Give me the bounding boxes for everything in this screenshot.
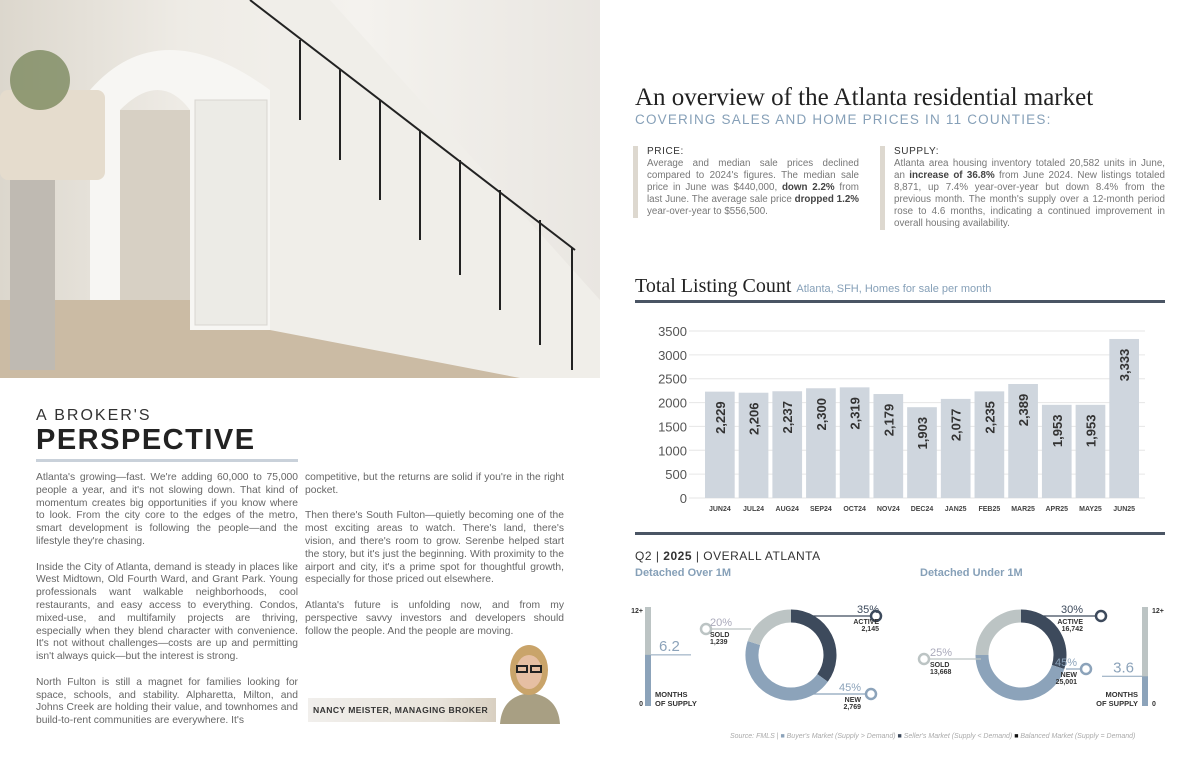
- article-column-2: [305, 472, 564, 651]
- pct-label: 30%: [1060, 604, 1083, 616]
- segment-label: NEW: [844, 697, 861, 704]
- pct-label: 45%: [1054, 657, 1077, 669]
- chart-subtitle: Atlanta, SFH, Homes for sale per month: [796, 283, 992, 295]
- paragraph: Then there's South Fulton—quietly becoming one of the most exciting areas to watch. There's land, there's vision, and there's room to grow. Serenbe helped start the story, but it's just the beginning. With proximity to the airport and city, it's a prime spot for thoughtful growth, especially for those priced out elsewhere.: [305, 510, 564, 586]
- donut-segment-sold: [754, 616, 791, 643]
- seller-swatch: ■: [897, 733, 902, 740]
- x-tick-label: AUG24: [775, 506, 799, 513]
- months-label: OF SUPPLY: [1096, 699, 1138, 708]
- legend-seller: Seller's Market (Supply < Demand): [903, 733, 1013, 740]
- y-tick-label: 2500: [658, 371, 687, 387]
- segment-label: ACTIVE: [1057, 619, 1083, 626]
- overview-subtitle: COVERING SALES AND HOME PRICES IN 11 COUNTIES:: [635, 112, 1052, 127]
- price-label: PRICE:: [647, 146, 684, 157]
- left-panel-title: Detached Over 1M: [635, 567, 731, 579]
- segment-label: ACTIVE: [853, 619, 879, 626]
- bar-value-label: 2,179: [881, 403, 897, 437]
- source-text: Source: FMLS |: [730, 733, 781, 740]
- broker-signature: NANCY MEISTER, MANAGING BROKER: [308, 698, 498, 722]
- paragraph: competitive, but the returns are solid if you're in the right pocket.: [305, 472, 564, 496]
- price-summary: [633, 146, 859, 218]
- donut-segment-active: [791, 616, 830, 678]
- highlight: down 2.2%: [781, 182, 835, 193]
- y-tick-label: 3500: [658, 324, 687, 339]
- bar-value-label: 2,319: [847, 397, 863, 430]
- scale-top: 12+: [631, 608, 643, 615]
- chart-top-rule: [635, 300, 1165, 303]
- legend-balanced: Balanced Market (Supply = Demand): [1020, 733, 1136, 740]
- segment-count: 25,001: [1055, 679, 1077, 686]
- months-label: MONTHS: [655, 690, 688, 699]
- segment-label: SOLD: [710, 632, 730, 639]
- source-legend: [730, 733, 1135, 740]
- year: 2025: [663, 549, 692, 563]
- quarter: Q2 |: [635, 549, 664, 563]
- segment-label: NEW: [1060, 672, 1077, 679]
- paragraph: North Fulton is still a magnet for families looking for space, schools, and stability. Alpharetta, Milton, and Johns Creek are holding their value, and townhomes and build-to-rent communities are everywhere. It's: [36, 676, 298, 727]
- bar-value-label: 2,229: [712, 401, 728, 434]
- marker-ring-icon: [919, 654, 929, 664]
- marker-ring-icon: [1081, 664, 1091, 674]
- article-column-1: [36, 472, 298, 741]
- bar-value-label: 2,300: [813, 397, 829, 431]
- bar-value-label: 1,953: [1083, 414, 1099, 448]
- bar-value-label: 2,237: [780, 400, 796, 434]
- y-tick-label: 3000: [658, 347, 687, 363]
- segment-label: SOLD: [930, 662, 950, 669]
- interior-illustration: [0, 0, 600, 378]
- marker-ring-icon: [866, 689, 876, 699]
- broker-portrait: [496, 638, 564, 724]
- y-tick-label: 0: [679, 491, 687, 506]
- bar-value-label: 2,389: [1016, 393, 1032, 427]
- segment-count: 1,239: [710, 639, 728, 646]
- pct-label: 20%: [710, 617, 733, 629]
- x-tick-label: FEB25: [978, 506, 1001, 513]
- chart-title: [635, 275, 991, 298]
- y-tick-label: 2000: [658, 395, 687, 411]
- paragraph: Atlanta's future is unfolding now, and from my perspective savvy investors and developers should follow the people. And the people are moving.: [305, 599, 564, 637]
- scale-bottom: 0: [639, 701, 643, 708]
- balanced-swatch: ■: [1014, 733, 1019, 740]
- x-tick-label: DEC24: [910, 506, 934, 513]
- paragraph: Atlanta's growing—fast. We're adding 60,000 to 75,000 people a year, and it's not slowing down. That kind of momentum creates big opportunities if you know where to look. From the city core to the edges of the metro, smart development is following the people—and the lifestyle they're chasing.: [36, 472, 298, 547]
- y-tick-label: 1000: [658, 443, 687, 459]
- broker-heading-small: A BROKER'S: [36, 407, 152, 424]
- segment-count: 16,742: [1061, 626, 1083, 633]
- bar-value-label: 2,206: [746, 402, 762, 436]
- donut-segment-new: [752, 643, 823, 694]
- supply-summary: [880, 146, 1165, 230]
- x-tick-label: APR25: [1045, 506, 1069, 513]
- x-tick-label: JUL24: [743, 506, 765, 513]
- listing-count-chart: [635, 310, 1165, 520]
- buyer-swatch: ■: [780, 733, 785, 740]
- text: year-over-year to $556,500.: [647, 206, 768, 217]
- staircase-photo: [0, 0, 600, 378]
- text: Atlanta area housing inventory totaled 20,582 units in June, an: [894, 158, 1165, 181]
- supply-donuts: [630, 595, 1170, 720]
- supply-label: SUPPLY:: [894, 146, 940, 157]
- text: from June 2024. New listings totaled 8,871, up 7.4% year-over-year but down 8.4% from the previous month. The month's supply over a 12-month period rose to 4.6 months, indicating a continued improvement in overall housing availability.: [894, 170, 1165, 229]
- text: Average and median sale prices declined compared to 2024's figures. The median sale price in June was $440,000,: [647, 158, 859, 193]
- supply-fill: [1142, 676, 1148, 706]
- heading-rule: [36, 459, 298, 462]
- x-tick-label: MAY25: [1079, 506, 1102, 513]
- q2-heading: [635, 549, 821, 563]
- chart-bottom-rule: [635, 532, 1165, 535]
- highlight: increase of 36.8%: [909, 170, 995, 181]
- x-tick-label: NOV24: [876, 506, 900, 513]
- legend-buyer: Buyer's Market (Supply > Demand): [786, 733, 896, 740]
- broker-heading-large: PERSPECTIVE: [36, 424, 256, 456]
- x-tick-label: SEP24: [810, 506, 832, 513]
- right-panel-title: Detached Under 1M: [920, 567, 1023, 579]
- donut-segment-new: [982, 655, 1058, 694]
- paragraph: Inside the City of Atlanta, demand is steady in places like West Midtown, Old Fourth Ward, and Grant Park. Young professionals want walkable neighborhoods, cool restaurants, and easy access to everything. Condos, mixed-use, and multifamily projects are thriving, especially when they blend character with convenience. It's not without challenges—costs are up and permitting isn't always quick—but the interest is strong.: [36, 561, 298, 663]
- overview-title: An overview of the Atlanta residential market: [635, 84, 1094, 111]
- x-tick-label: JUN24: [708, 506, 731, 513]
- months-label: OF SUPPLY: [655, 699, 697, 708]
- segment-count: 13,668: [930, 669, 952, 676]
- bar-value-label: 3,333: [1117, 348, 1133, 382]
- bar-value-label: 2,077: [948, 408, 964, 442]
- text: from last June. The average sale price: [647, 182, 859, 205]
- months-label: MONTHS: [1105, 690, 1138, 699]
- pct-label: 25%: [930, 647, 953, 659]
- segment-count: 2,145: [861, 626, 879, 633]
- x-tick-label: JUN25: [1113, 506, 1136, 513]
- y-tick-label: 500: [665, 467, 687, 483]
- segment-count: 2,769: [843, 704, 861, 711]
- x-tick-label: OCT24: [843, 506, 866, 513]
- y-tick-label: 1500: [658, 419, 687, 435]
- months-value: 3.6: [1113, 659, 1134, 677]
- bar-value-label: 2,235: [982, 401, 998, 434]
- months-value: 6.2: [659, 637, 680, 655]
- scale-top: 12+: [1152, 608, 1164, 615]
- pct-label: 45%: [838, 682, 861, 694]
- donut-segment-sold: [982, 616, 1021, 655]
- pct-label: 35%: [856, 604, 879, 616]
- region: | OVERALL ATLANTA: [692, 549, 821, 563]
- bar-value-label: 1,903: [915, 416, 930, 450]
- supply-fill: [645, 655, 651, 706]
- chart-title-text: Total Listing Count: [635, 275, 792, 297]
- highlight: dropped 1.2%: [794, 194, 859, 205]
- marker-ring-icon: [1096, 611, 1106, 621]
- scale-bottom: 0: [1152, 701, 1156, 708]
- x-tick-label: MAR25: [1011, 506, 1035, 513]
- x-tick-label: JAN25: [944, 506, 967, 513]
- bar-value-label: 1,953: [1049, 414, 1065, 448]
